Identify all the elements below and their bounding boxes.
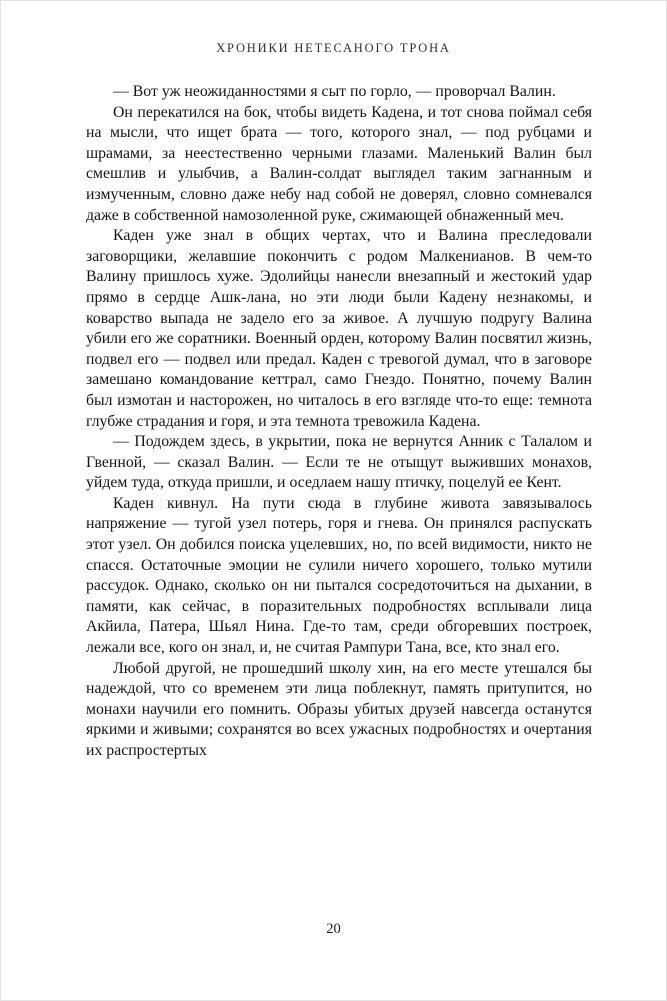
paragraph: Каден кивнул. На пути сюда в глубине живота завязывалось напряжение — тугой узел потерь, горя и гнева. Он принялся распускать этот узел. Он добился поиска уцелевших, но, по всей видимости, никто не спасся. Остаточные эмоции не сулили ничего хорошего, только мутили рассудок. Однако, сколько он ни пытался сосредоточиться на дыхании, в памяти, как сейчас, в поразительных подробностях всплывали лица Акйила, Патера, Шьял Нина. Где-то там, среди обгоревших построек, лежали все, кого он знал, и, не считая Рампури Тана, все, кто знал его. bbox=[86, 494, 592, 657]
paragraph: Любой другой, не прошедший школу хин, на его месте утешался бы надеждой, что со временем эти лица поблекнут, память притупится, но монахи научили его помнить. Образы убитых друзей навсегда останутся яркими и живыми; сохранятся во всех ужасных подробностях и очертания их распростертых bbox=[86, 659, 592, 759]
running-title: ХРОНИКИ НЕТЕСАНОГО ТРОНА bbox=[216, 41, 451, 55]
text-block bbox=[86, 82, 592, 762]
paragraph: — Подождем здесь, в укрытии, пока не вернутся Анник с Талалом и Гвенной, — сказал Валин. — Если те не отыщут выживших монахов, уйдем туда, откуда пришли, и оседлаем нашу птичку, поцелуй ее Кент. bbox=[86, 433, 592, 492]
paragraph: — Вот уж неожиданностями я сыт по горло, — проворчал Валин. bbox=[113, 83, 556, 100]
page-number: 20 bbox=[326, 921, 341, 937]
paragraph: Каден уже знал в общих чертах, что и Валина преследовали заговорщики, желавшие покончить с родом Малкенианов. В чем-то Валину пришлось хуже. Эдолийцы нанесли внезапный и жестокий удар прямо в сердце Ашк-лана, но эти люди были Кадену незнакомы, и коварство выпада не задело его за живое. А лучшую подругу Валина убили его же соратники. Военный орден, которому Валин посвятил жизнь, подвел его — подвел или предал. Каден с тревогой думал, что в заговоре замешано командование кеттрал, само Гнездо. Понятно, почему Валин был измотан и насторожен, но читалось в его взгляде что-то еще: темнота глубже страдания и горя, и эта темнота тревожила Кадена. bbox=[86, 227, 592, 430]
paragraph: Он перекатился на бок, чтобы видеть Кадена, и тот снова поймал себя на мысли, что ищет брата — того, которого знал, — под рубцами и шрамами, за неестественно черными глазами. Маленький Валин был смешлив и улыбчив, а Валин-солдат выглядел таким загнанным и измученным, словно даже небу над собой не доверял, словно сомневался даже в собственной намозоленной руке, сжимающей обнаженный меч. bbox=[86, 103, 592, 224]
